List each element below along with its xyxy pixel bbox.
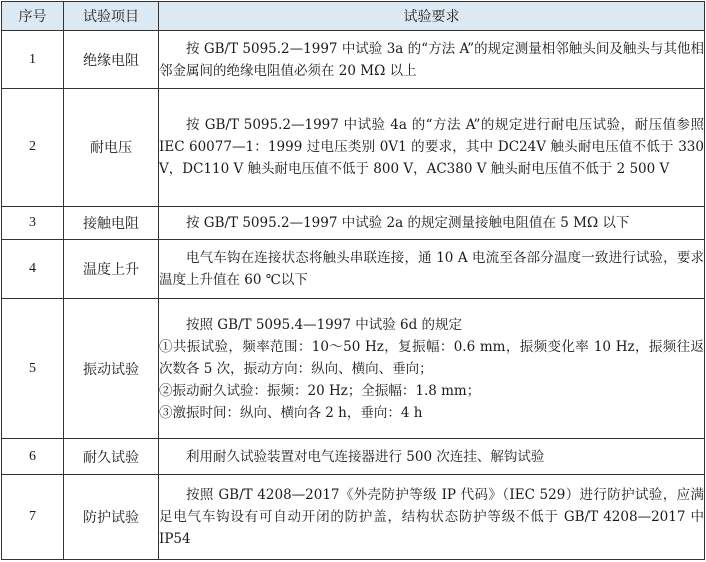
table-row	[2, 439, 705, 475]
header-test-requirement: 试验要求	[159, 2, 705, 31]
requirement-text: 利用耐久试验装置对电气连接器进行 500 次连挂、解钩试验	[186, 448, 545, 465]
header-serial-number: 序号	[2, 2, 64, 31]
row-requirement	[159, 439, 705, 475]
table-row	[2, 206, 705, 240]
requirement-text: 按照 GB/T 5095.4—1997 中试验 6d 的规定	[186, 316, 463, 333]
requirement-text: 电气车钩在连接状态将触头串联连接，通 10 A 电流至各部分温度一致进行试验，要求温度上升值在 60 ℃以下	[159, 250, 704, 289]
requirement-text: 按 GB/T 5095.2—1997 中试验 2a 的规定测量接触电阻值在 5 MΩ 以下	[186, 215, 630, 232]
row-requirement	[159, 298, 705, 439]
requirement-text: ③激振时间：纵向、横向各 2 h，垂向：4 h	[159, 404, 423, 421]
requirement-text: 按 GB/T 5095.2—1997 中试验 3a 的“方法 A”的规定测量相邻触头间及触头与其他相邻金属间的绝缘电阻值必须在 20 MΩ 以上	[159, 40, 704, 79]
table-row	[2, 240, 705, 298]
row-test-item: 耐电压	[64, 89, 159, 206]
test-requirements-table	[1, 1, 705, 560]
row-number: 6	[2, 439, 64, 475]
row-requirement	[159, 31, 705, 89]
row-test-item: 温度上升	[64, 240, 159, 298]
row-requirement	[159, 206, 705, 240]
table-row	[2, 31, 705, 89]
row-number: 5	[2, 298, 64, 439]
row-requirement	[159, 89, 705, 206]
row-test-item: 接触电阻	[64, 206, 159, 240]
row-test-item: 耐久试验	[64, 439, 159, 475]
row-requirement	[159, 475, 705, 560]
row-test-item: 防护试验	[64, 475, 159, 560]
table-row	[2, 298, 705, 439]
requirement-text: ②振动耐久试验：振频：20 Hz；全振幅：1.8 mm；	[159, 382, 481, 399]
header-test-item: 试验项目	[64, 2, 159, 31]
table-header-row	[2, 2, 705, 31]
row-requirement	[159, 240, 705, 298]
row-number: 7	[2, 475, 64, 560]
row-test-item: 振动试验	[64, 298, 159, 439]
requirement-text: 按照 GB/T 4208—2017《外壳防护等级 IP 代码》（IEC 529）进行防护试验，应满足电气车钩设有可自动开闭的防护盖，结构状态防护等级不低于 GB/T 4208—2017 中 IP54	[159, 487, 704, 548]
requirement-text: ①共振试验，频率范围：10～50 Hz，复振幅：0.6 mm，振频变化率 10 Hz，振频往返次数各 5 次，振动方向：纵向、横向、垂向；	[159, 338, 704, 377]
row-test-item: 绝缘电阻	[64, 31, 159, 89]
requirement-text: 按 GB/T 5095.2—1997 中试验 4a 的“方法 A”的规定进行耐电压试验，耐压值参照 IEC 60077—1：1999 过电压类别 0V1 的要求，其中 DC24V 触头耐电压值不低于 330 V，DC110 V 触头耐电压值不低于 800 V，AC380 V 触头耐电压值不低于 2 500 V	[159, 117, 704, 178]
row-number: 1	[2, 31, 64, 89]
table-row	[2, 475, 705, 560]
row-number: 3	[2, 206, 64, 240]
row-number: 4	[2, 240, 64, 298]
row-number: 2	[2, 89, 64, 206]
table-row	[2, 89, 705, 206]
